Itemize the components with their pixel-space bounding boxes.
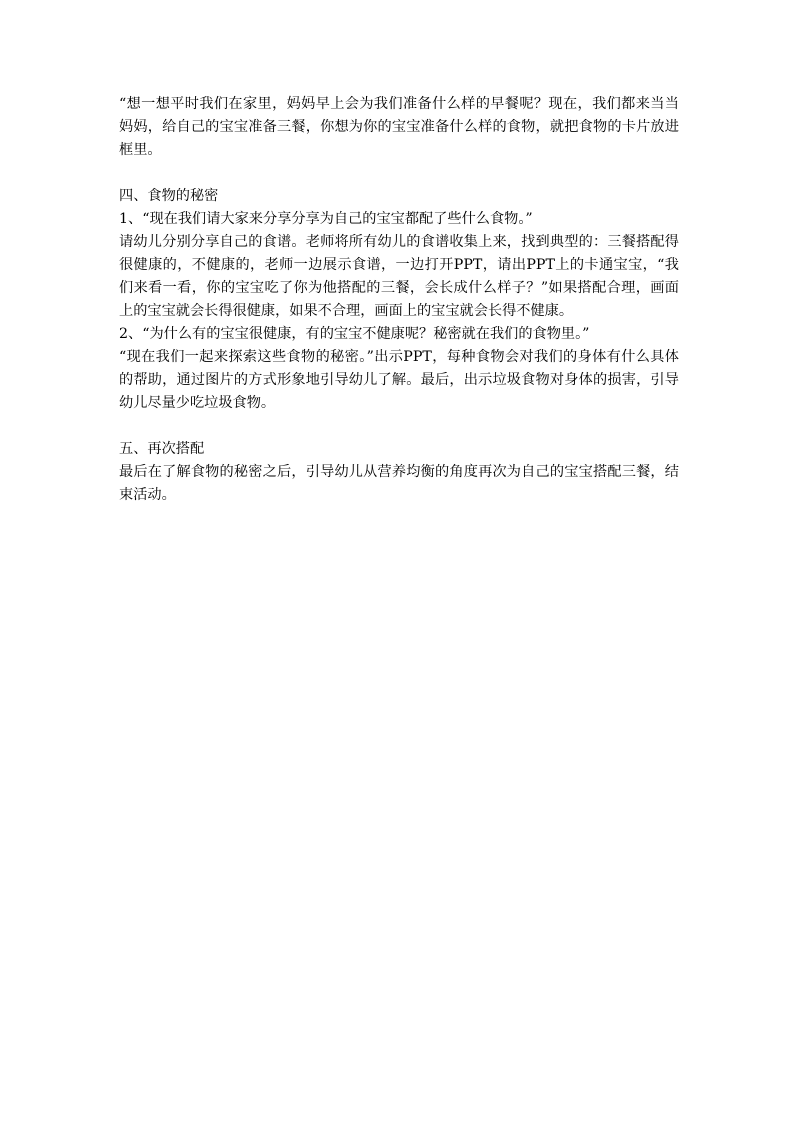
spacer (119, 162, 679, 185)
section-4-paragraph-3: 2、“为什么有的宝宝很健康，有的宝宝不健康呢？秘密就在我们的食物里。” (119, 326, 590, 342)
intro-paragraph: “想一想平时我们在家里，妈妈早上会为我们准备什么样的早餐呢？现在，我们都来当当妈妈，给自己的宝宝准备三餐，你想为你的宝宝准备什么样的食物，就把食物的卡片放进框里。 (119, 96, 679, 158)
section-5-heading: 五、再次搭配 (119, 441, 205, 457)
section-5-paragraph-1: 最后在了解食物的秘密之后，引导幼儿从营养均衡的角度再次为自己的宝宝搭配三餐，结束活动。 (119, 464, 679, 503)
spacer (119, 415, 679, 438)
document-body (119, 93, 679, 507)
section-4-heading: 四、食物的秘密 (119, 188, 219, 204)
section-4-paragraph-2: 请幼儿分别分享自己的食谱。老师将所有幼儿的食谱收集上来，找到典型的：三餐搭配得很健康的，不健康的，老师一边展示食谱，一边打开PPT，请出PPT上的卡通宝宝，“我们来看一看，你的宝宝吃了你为他搭配的三餐，会长成什么样子？”如果搭配合理，画面上的宝宝就会长得很健康，如果不合理，画面上的宝宝就会长得不健康。 (119, 234, 679, 319)
section-4-paragraph-4: “现在我们一起来探索这些食物的秘密。”出示PPT，每种食物会对我们的身体有什么具体的帮助，通过图片的方式形象地引导幼儿了解。最后，出示垃圾食物对身体的损害，引导幼儿尽量少吃垃圾食物。 (119, 349, 679, 411)
section-4-paragraph-1: 1、“现在我们请大家来分享分享为自己的宝宝都配了些什么食物。” (119, 211, 533, 227)
